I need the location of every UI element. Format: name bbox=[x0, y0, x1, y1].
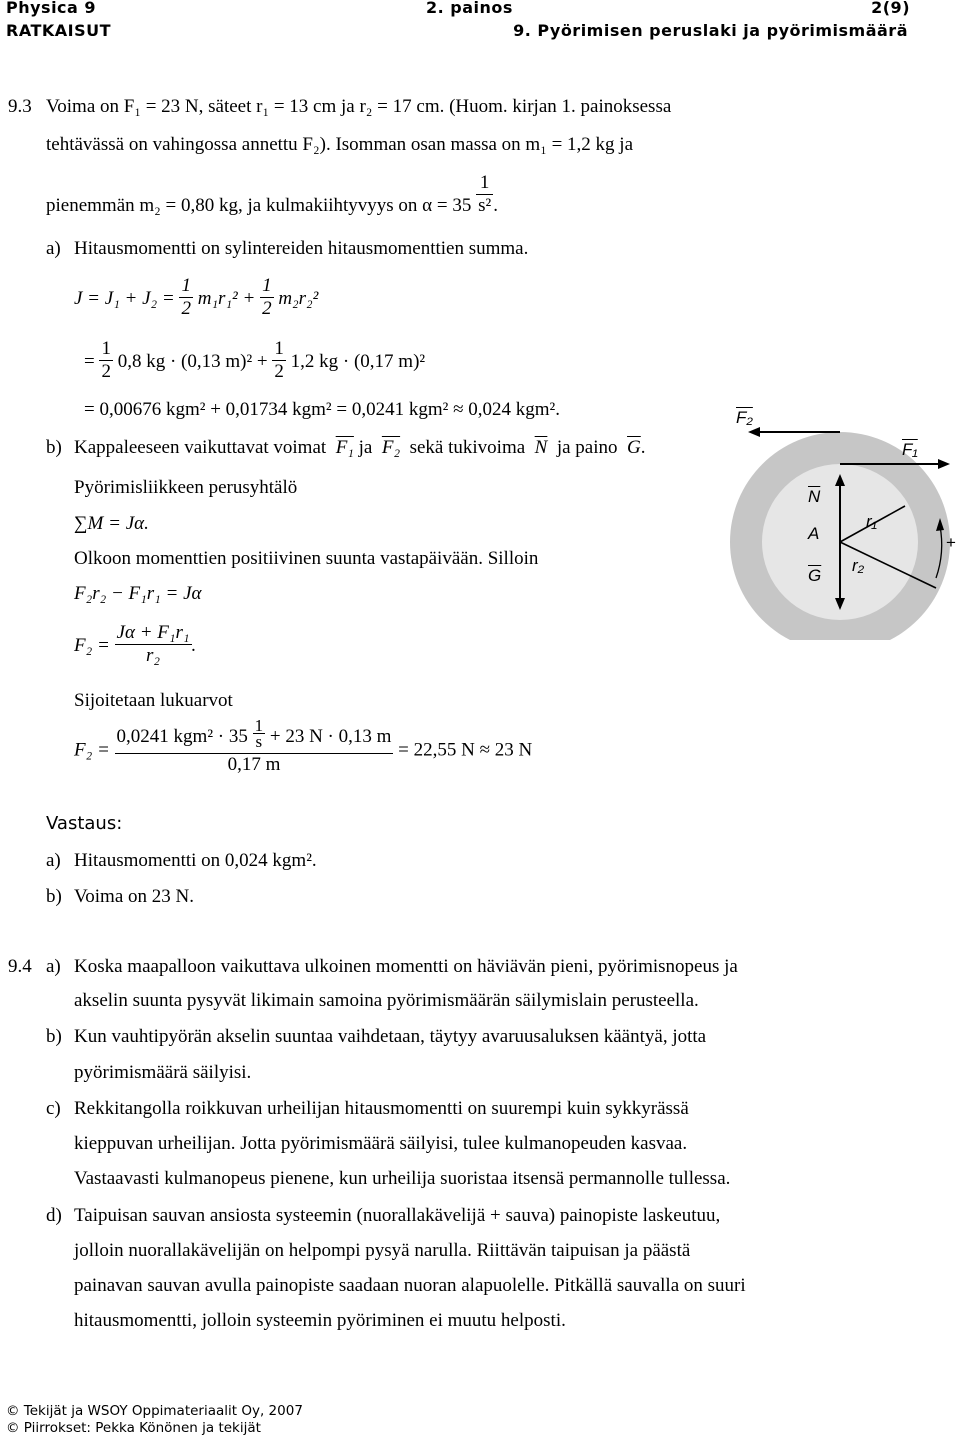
force-calculation bbox=[74, 716, 533, 778]
task93-line2: tehtävässä on vahingossa annettu F₂). Isomman osan massa on m₁ = 1,2 kg ja bbox=[46, 134, 634, 155]
f1-arrowhead bbox=[938, 459, 950, 469]
footer-illustrations: © Piirrokset: Pekka Könönen ja tekijät bbox=[6, 1420, 261, 1436]
sign-convention: Olkoon momenttien positiivinen suunta vastapäivään. Silloin bbox=[74, 548, 539, 569]
den: 2 bbox=[181, 298, 191, 319]
substitution-intro: Sijoitetaan lukuarvot bbox=[74, 690, 233, 711]
label-a: A bbox=[808, 524, 820, 543]
header-section: RATKAISUT bbox=[6, 21, 112, 40]
eq2-term1: 0,8 kg · (0,13 m)² + bbox=[117, 350, 268, 372]
task94-a-line2: akselin suunta pysyvät likimain samoina pyörimismäärän säilymislain perusteella. bbox=[74, 990, 699, 1011]
eq7-result: = 22,55 N ≈ 23 N bbox=[398, 739, 533, 761]
b-text-c: ja paino bbox=[556, 437, 618, 458]
header-edition: 2. painos bbox=[426, 0, 513, 17]
part-b-label: b) bbox=[46, 437, 62, 458]
answer-a-label: a) bbox=[46, 850, 61, 871]
unit-fraction bbox=[476, 172, 493, 217]
label-n: $\overline{N}$ bbox=[808, 487, 821, 506]
num-part-b: + 23 N · 0,13 m bbox=[269, 725, 392, 747]
den: 2 bbox=[101, 361, 111, 382]
calc-fraction bbox=[115, 716, 394, 776]
task94-d-line3: painavan sauvan avulla painopiste saadaan nuoran alapuolelle. Pitkällä sauvalla on suuri bbox=[74, 1275, 746, 1296]
fraction-denominator: s² bbox=[478, 195, 492, 216]
header-book-title: Physica 9 bbox=[6, 0, 97, 17]
eq1-lhs: J = J₁ + J₂ = bbox=[74, 287, 175, 309]
label-r2: r₂ bbox=[852, 556, 865, 575]
num: 1 bbox=[181, 275, 191, 296]
task94-a-line1: Koska maapalloon vaikuttava ulkoinen momentti on häviävän pieni, pyörimisnopeus ja bbox=[74, 956, 738, 977]
answer-heading: Vastaus: bbox=[46, 813, 123, 834]
task94-c-line3: Vastaavasti kulmanopeus pienene, kun urheilija suoristaa itsensä permannolle tullessa. bbox=[74, 1168, 731, 1189]
task94-d-label: d) bbox=[46, 1205, 62, 1226]
task93-line3-text: pienemmän m₂ = 0,80 kg, ja kulmakiihtyvyys on α = 35 bbox=[46, 194, 472, 216]
part-b-text bbox=[74, 437, 646, 459]
cylinder-force-diagram bbox=[700, 400, 960, 640]
label-f1: F₁ bbox=[902, 440, 918, 459]
num-part-a: 0,0241 kgm² · 35 bbox=[116, 725, 248, 747]
inertia-substitution bbox=[84, 340, 425, 385]
inertia-formula bbox=[74, 277, 318, 322]
b-ja: ja bbox=[358, 437, 373, 458]
task94-b-label: b) bbox=[46, 1026, 62, 1047]
rotation-law: ∑M = Jα. bbox=[74, 513, 149, 534]
den: 2 bbox=[262, 298, 272, 319]
eq6-lhs: F₂ = bbox=[74, 634, 110, 656]
den: r₂ bbox=[115, 644, 192, 667]
vector-f2: F₂ bbox=[381, 437, 401, 458]
eq1-term1: m₁r₁² + bbox=[197, 287, 256, 309]
half-fraction bbox=[260, 275, 274, 320]
task94-a-label: a) bbox=[46, 956, 61, 977]
sentence-end: . bbox=[493, 194, 498, 216]
den: s bbox=[253, 733, 266, 749]
task94-d-line2: jolloin nuorallakävelijän on helpompi pysyä narulla. Riittävän taipuisan ja päästä bbox=[74, 1240, 691, 1261]
eq2-equals: = bbox=[84, 350, 95, 372]
b-dot: . bbox=[640, 437, 646, 458]
part-a-label: a) bbox=[46, 238, 61, 259]
task93-line1: Voima on F₁ = 23 N, säteet r₁ = 13 cm ja r₂ = 17 cm. (Huom. kirjan 1. painoksessa bbox=[46, 96, 672, 117]
task94-c-label: c) bbox=[46, 1098, 61, 1119]
num: 1 bbox=[262, 275, 272, 296]
task94-c-line1: Rekkitangolla roikkuvan urheilijan hitausmomentti on suurempi kuin sykkyrässä bbox=[74, 1098, 689, 1119]
task93-line3 bbox=[46, 172, 498, 229]
eq1-term2: m₂r₂² bbox=[278, 287, 319, 309]
force-fraction bbox=[115, 622, 192, 667]
f2-arrowhead bbox=[748, 427, 760, 437]
calc-denominator: 0,17 m bbox=[115, 753, 394, 776]
task94-b-line1: Kun vauhtipyörän akselin suuntaa vaihdetaan, täytyy avaruusaluksen kääntyä, jotta bbox=[74, 1026, 707, 1047]
answer-b: Voima on 23 N. bbox=[74, 886, 194, 907]
force-formula bbox=[74, 624, 196, 669]
label-r1: r₁ bbox=[866, 512, 878, 531]
b-text-a: Kappaleeseen vaikuttavat voimat bbox=[74, 437, 327, 458]
vector-n: $\overline{N}$ bbox=[534, 437, 548, 458]
num: Jα + F₁r₁ bbox=[116, 622, 190, 643]
task94-d-line1: Taipuisan sauvan ansiosta systeemin (nuorallakävelijä + sauva) painopiste laskeutuu, bbox=[74, 1205, 721, 1226]
eq2-term2: 1,2 kg · (0,17 m)² bbox=[290, 350, 426, 372]
calc-numerator bbox=[115, 716, 394, 753]
task94-b-line2: pyörimismäärä säilyisi. bbox=[74, 1062, 252, 1083]
num: 1 bbox=[274, 338, 284, 359]
equation-intro: Pyörimisliikkeen perusyhtälö bbox=[74, 477, 298, 498]
num: 1 bbox=[254, 716, 264, 735]
eq6-end: . bbox=[191, 634, 197, 656]
task-number-9-4: 9.4 bbox=[8, 956, 32, 977]
part-a-text: Hitausmomentti on sylintereiden hitausmomenttien summa. bbox=[74, 238, 529, 259]
num: 1 bbox=[101, 338, 111, 359]
answer-b-label: b) bbox=[46, 886, 62, 907]
inertia-result: = 0,00676 kgm² + 0,01734 kgm² = 0,0241 kgm² ≈ 0,024 kgm². bbox=[84, 399, 560, 420]
moment-equation: F₂r₂ − F₁r₁ = Jα bbox=[74, 583, 202, 604]
eq7-lhs: F₂ = bbox=[74, 739, 110, 761]
header-page-number: 2(9) bbox=[871, 0, 910, 17]
label-f2: F₂ bbox=[736, 408, 753, 427]
half-fraction bbox=[99, 338, 113, 383]
half-fraction bbox=[179, 275, 193, 320]
task-number-9-3: 9.3 bbox=[8, 96, 32, 117]
b-text-b: sekä tukivoima bbox=[409, 437, 526, 458]
vector-g: $\overline{G}$ bbox=[627, 437, 641, 458]
task94-c-line2: kieppuvan urheilijan. Jotta pyörimismäärä säilyisi, tulee kulmanopeuden kasvaa. bbox=[74, 1133, 688, 1154]
half-fraction bbox=[272, 338, 286, 383]
label-plus-direction: + bbox=[946, 533, 956, 552]
fraction-numerator: 1 bbox=[479, 172, 490, 193]
label-g: $\overline{G}$ bbox=[808, 566, 822, 585]
task94-d-line4: hitausmomentti, jolloin systeemin pyöriminen ei muutu helposti. bbox=[74, 1310, 566, 1331]
unit-fraction bbox=[253, 718, 266, 749]
footer-copyright: © Tekijät ja WSOY Oppimateriaalit Oy, 2007 bbox=[6, 1403, 303, 1419]
vector-f1: F₁ bbox=[335, 437, 354, 458]
header-chapter: 9. Pyörimisen peruslaki ja pyörimismäärä bbox=[513, 21, 908, 40]
answer-a: Hitausmomentti on 0,024 kgm². bbox=[74, 850, 317, 871]
den: 2 bbox=[274, 361, 284, 382]
